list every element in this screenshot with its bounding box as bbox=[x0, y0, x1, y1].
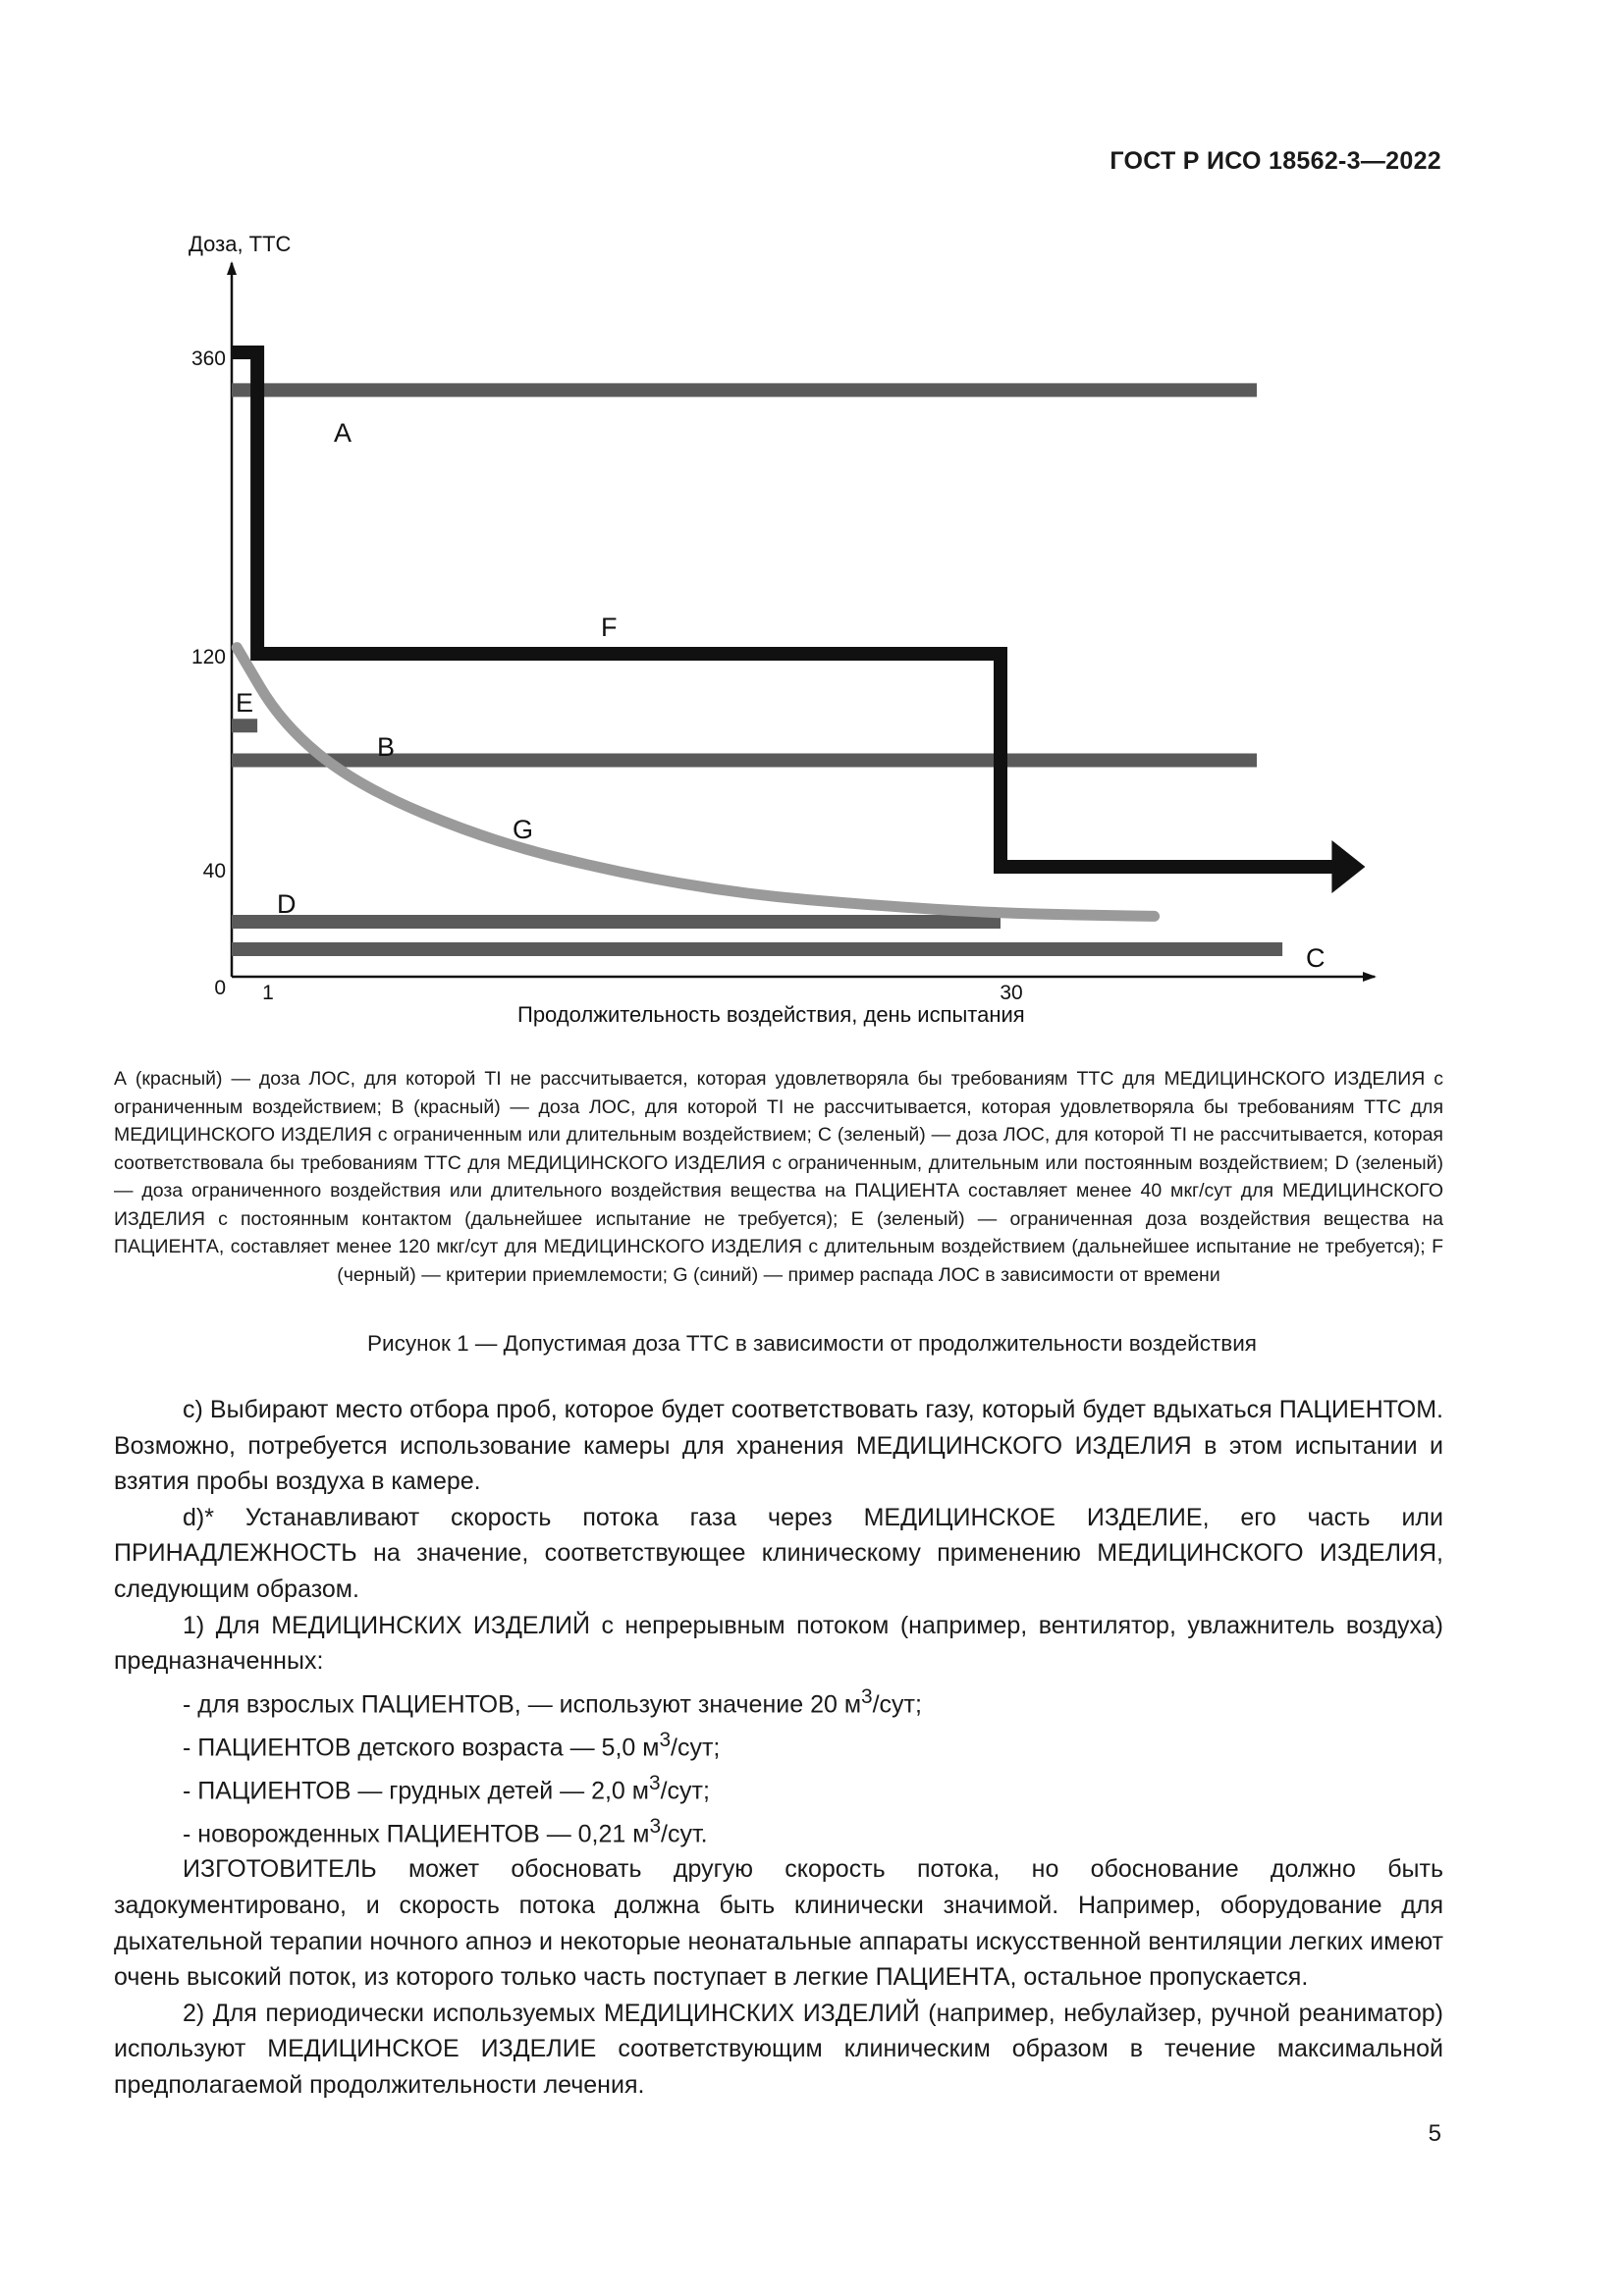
figure-caption: А (красный) — доза ЛОС, для которой TI не рассчитывается, которая удовлетворяла бы требованиям ТТС для МЕДИЦИНСКОГО ИЗДЕЛИЯ с ограниченным воздействием; В (красный) — доза ЛОС, для которой TI не рассчитывается, которая удовлетворяла бы требованиям ТТС для МЕДИЦИНСКОГО ИЗДЕЛИЯ с ограниченным или длительным воздействием; С (зеленый) — доза ЛОС, для которой TI не рассчитывается, которая соответствовала бы требованиям ТТС для МЕДИЦИНСКОГО ИЗДЕЛИЯ с ограниченным, длительным или постоянным воздействием; D (зеленый) — доза ограниченного воздействия или длительного воздействия вещества на ПАЦИЕНТА составляет менее 40 мкг/сут для МЕДИЦИНСКОГО ИЗДЕЛИЯ с постоянным контактом (дальнейшее испытание не требуется); Е (зеленый) — ограниченная доза воздействия вещества на ПАЦИЕНТА, составляет менее 120 мкг/сут для МЕДИЦИНСКОГО ИЗДЕЛИЯ с длительным воздействием (дальнейшее испытание не требуется); F (черный) — критерии приемлемости; G (синий) — пример распада ЛОС в зависимости от времени bbox=[114, 1068, 1443, 1286]
list-item: - новорожденных ПАЦИЕНТОВ — 0,21 $м^3$/сут. bbox=[183, 1814, 708, 1847]
series-d-label: D bbox=[277, 889, 297, 919]
list-item: - для взрослых ПАЦИЕНТОВ, — используют значение 20 $м^3$/сут; bbox=[183, 1684, 922, 1719]
paragraph-c: с) Выбирают место отбора проб, которое будет соответствовать газу, который будет вдыхаться ПАЦИЕНТОМ. Возможно, потребуется использование камеры для хранения МЕДИЦИНСКОГО ИЗДЕЛИЯ в этом испытании и взятия пробы воздуха в камере. bbox=[114, 1396, 1443, 1496]
series-a-label: A bbox=[334, 418, 352, 448]
series-labels bbox=[236, 418, 1326, 973]
series-f-label: F bbox=[601, 613, 618, 642]
list-item: - ПАЦИЕНТОВ детского возраста — 5,0 $м^3$/сут; bbox=[183, 1728, 721, 1761]
body-text bbox=[114, 1392, 1443, 2104]
y-tick-label: 40 bbox=[202, 860, 226, 882]
x-axis-label: Продолжительность воздействия, день испытания bbox=[517, 1002, 1025, 1027]
y-tick-label: 120 bbox=[190, 646, 226, 668]
series-e-label: E bbox=[236, 688, 254, 718]
series-layer bbox=[232, 352, 1365, 949]
y-axis-label: Доза, ТТС bbox=[189, 232, 292, 256]
x-tick-label: 1 bbox=[262, 982, 274, 1004]
paragraph-2: 2) Для периодически используемых МЕДИЦИНСКИХ ИЗДЕЛИЙ (например, небулайзер, ручной реаниматор) используют МЕДИЦИНСКОЕ ИЗДЕЛИЕ соответствующим клиническим образом в течение максимальной предполагаемой продолжительности лечения. bbox=[114, 1999, 1443, 2099]
paragraph-1: 1) Для МЕДИЦИНСКИХ ИЗДЕЛИЙ с непрерывным потоком (например, вентилятор, увлажнитель воздуха) предназначенных: bbox=[114, 1611, 1443, 1676]
paragraph-manufacturer: ИЗГОТОВИТЕЛЬ может обосновать другую скорость потока, но обоснование должно быть задокументировано, и скорость потока должна быть клинически значимой. Например, оборудование для дыхательной терапии ночного апноэ и некоторые неонатальные аппараты искусственной вентиляции легких имеют очень высокий поток, из которого только часть поступает в легкие ПАЦИЕНТА, остальное пропускается. bbox=[114, 1855, 1443, 1992]
figure-title: Рисунок 1 — Допустимая доза ТТС в зависимости от продолжительности воздействия bbox=[367, 1331, 1257, 1356]
series-g-line bbox=[237, 648, 1154, 917]
series-c-label: C bbox=[1306, 943, 1326, 973]
paragraph-d: d)* Устанавливают скорость потока газа через МЕДИЦИНСКОЕ ИЗДЕЛИЕ, его часть или ПРИНАДЛЕЖНОСТЬ на значение, соответствующее клиническому применению МЕДИЦИНСКОГО ИЗДЕЛИЯ, следующим образом. bbox=[114, 1503, 1443, 1603]
document-header: ГОСТ Р ИСО 18562-3—2022 bbox=[1110, 147, 1441, 175]
y-tick-label: 360 bbox=[190, 347, 226, 370]
figure-chart bbox=[0, 0, 1624, 1060]
x-tick-label: 30 bbox=[1000, 982, 1023, 1004]
list-item: - ПАЦИЕНТОВ — грудных детей — 2,0 $м^3$/сут; bbox=[183, 1771, 710, 1804]
series-g-label: G bbox=[513, 815, 534, 844]
series-f-line bbox=[232, 352, 1335, 867]
page-number: 5 bbox=[1428, 2120, 1441, 2147]
series-f-arrowhead bbox=[1331, 840, 1365, 893]
series-b-label: B bbox=[377, 732, 396, 762]
y-tick-label: 0 bbox=[214, 977, 226, 999]
